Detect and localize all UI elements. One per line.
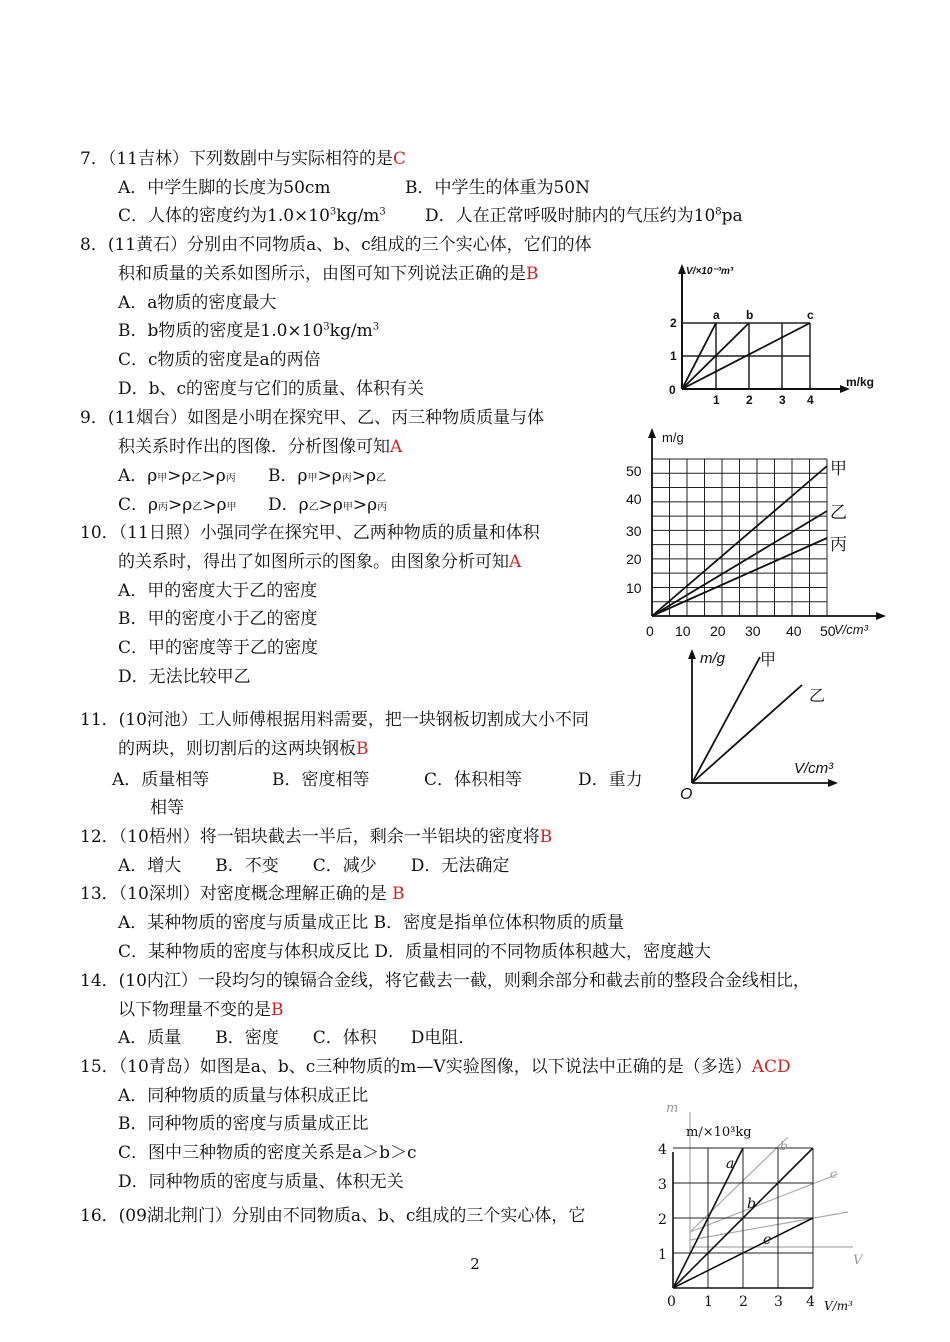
q10-option-c: C．甲的密度等于乙的密度	[118, 638, 319, 658]
q9-tick-x40: 40	[786, 623, 802, 639]
q9-tick-x30: 30	[745, 623, 761, 639]
q11-option-a: A．质量相等	[112, 770, 210, 790]
q11-option-d: D．重力	[578, 770, 643, 790]
q10-x-axis-label: V/cm³	[794, 760, 834, 777]
q9-option-d: D．ρ乙>ρ甲>ρ丙	[268, 495, 388, 515]
q10-label-yi: 乙	[809, 688, 826, 705]
q11-option-b: B．密度相等	[272, 770, 370, 790]
q10-option-d: D．无法比较甲乙	[118, 667, 251, 687]
q7-option-d: D．人在正常呼吸时肺内的气压约为$10^8pa$	[425, 206, 743, 226]
q9-label-jia: 甲	[830, 459, 847, 478]
q11-answer: B	[356, 739, 369, 759]
q9-tick-x0: 0	[646, 623, 654, 639]
q8-answer: B	[526, 264, 539, 284]
q10-chart	[672, 645, 852, 805]
q12-options: A．增大 B．不变 C．减少 D．无法确定	[118, 856, 510, 876]
q15-label-c: c	[763, 1232, 771, 1248]
q12-stem: 12．（10梧州）将一铝块截去一半后，剩余一半铝块的密度将B	[80, 827, 553, 847]
q15-label-b: b	[747, 1196, 756, 1212]
q15-faint-v-label: V	[853, 1253, 863, 1268]
q8-option-d: D．b、c的密度与它们的质量、体积有关	[118, 379, 425, 399]
q13-options-cd: C．某种物质的密度与体积成反比 D．质量相同的不同物质体积越大，密度越大	[118, 942, 712, 962]
q8-option-c: C．c物质的密度是a的两倍	[118, 350, 321, 370]
q8-stem-line2: 积和质量的关系如图所示，由图可知下列说法正确的是B	[118, 264, 539, 284]
q9-tick-y20: 20	[626, 551, 642, 567]
q10-y-axis-label: m/g	[700, 650, 726, 667]
q8-tick-x3: 3	[779, 393, 786, 407]
q7-option-b: B．中学生的体重为50N	[405, 178, 590, 198]
q10-option-b: B．甲的密度小于乙的密度	[118, 609, 318, 629]
q9-tick-x50: 50	[820, 623, 836, 639]
q12-answer: B	[539, 827, 553, 847]
q8-tick-y2: 2	[670, 316, 677, 330]
q8-stem-line1: 8．(11黄石）分别由不同物质a、b、c组成的三个实心体，它们的体	[80, 235, 592, 255]
q8-figure	[660, 258, 900, 408]
q9-option-a: A．ρ甲>ρ乙>ρ丙	[118, 466, 236, 486]
q7-option-c: C．人体的密度约为$1.0\times 10^3kg/m^3$	[118, 206, 386, 226]
q8-tick-x1: 1	[713, 393, 720, 407]
q15-stem: 15．（10青岛）如图是a、b、c三种物质的m—V实验图像，以下说法中正确的是（多选）ACD	[80, 1057, 791, 1077]
q10-answer: A	[509, 552, 522, 572]
q8-x-axis-label: m/kg	[846, 375, 875, 389]
q8-y-axis-label: V/×10⁻³m³	[686, 266, 734, 277]
q8-tick-y1: 1	[670, 349, 677, 363]
q15-x-axis-label: V/m³	[824, 1299, 853, 1313]
q7-stem: 7．（11吉林）下列数剧中与实际相符的是C	[80, 149, 406, 169]
q15-faint-c: c	[830, 1167, 837, 1181]
q11-option-c: C．体积相等	[424, 770, 523, 790]
q8-tick-x2: 2	[746, 393, 753, 407]
page-number: 2	[470, 1255, 480, 1273]
q11-stem-line1: 11．(10河池）工人师傅根据用料需要，把一块钢板切割成大小不同	[80, 710, 589, 730]
q15-option-b: B．同种物质的密度与质量成正比	[118, 1114, 369, 1134]
q9-figure	[622, 426, 892, 646]
q15-tick-x0: 0	[667, 1294, 676, 1310]
q9-tick-y40: 40	[626, 491, 642, 507]
q9-answer: A	[390, 437, 403, 457]
q9-stem-line1: 9．(11烟台）如图是小明在探究甲、乙、丙三种物质质量与体	[80, 408, 545, 428]
q15-tick-y3: 3	[658, 1177, 667, 1193]
q9-stem-line2: 积关系时作出的图像．分析图像可知A	[118, 437, 403, 457]
q15-tick-x2: 2	[739, 1294, 748, 1310]
q10-series-jia	[692, 657, 760, 783]
q16-stem-line1: 16．(09湖北荆门）分别由不同物质a、b、c组成的三个实心体，它	[80, 1206, 586, 1226]
q10-stem-line1: 10．（11日照）小强同学在探究甲、乙两种物质的质量和体积	[80, 523, 540, 543]
q14-stem-line1: 14．(10内江）一段均匀的镍镉合金线，将它截去一截，则剩余部分和截去前的整段合金线相比，	[80, 971, 810, 991]
q9-chart	[622, 426, 892, 646]
q9-y-axis-label: m/g	[662, 430, 684, 445]
q15-tick-x4: 4	[806, 1294, 815, 1310]
q8-chart	[660, 258, 900, 408]
q14-stem-line2: 以下物理量不变的是B	[118, 1000, 284, 1020]
q10-stem-line2: 的关系时，得出了如图所示的图象。由图象分析可知A	[118, 552, 522, 572]
q15-tick-y2: 2	[658, 1212, 667, 1228]
q14-options: A．质量 B．密度 C．体积 D电阻．	[118, 1028, 476, 1048]
q15-label-a: a	[726, 1156, 735, 1172]
q8-tick-x0: 0	[669, 383, 676, 397]
q13-stem: 13．（10深圳）对密度概念理解正确的是 B	[80, 884, 405, 904]
q9-tick-y50: 50	[626, 463, 642, 479]
q8-tick-x4: 4	[807, 393, 814, 407]
q10-option-a: A．甲的密度大于乙的密度	[118, 581, 318, 601]
q15-option-a: A．同种物质的质量与体积成正比	[118, 1086, 369, 1106]
q8-option-b: B．b物质的密度是$1.0\times 10^3kg/m^3$	[118, 321, 380, 341]
q15-faint-m-label: m	[666, 1101, 679, 1116]
q15-answer: ACD	[751, 1057, 791, 1077]
q9-label-bing: 丙	[830, 535, 847, 554]
q7-option-a: A．中学生脚的长度为50cm	[118, 178, 331, 198]
q15-tick-x3: 3	[774, 1294, 783, 1310]
q7-answer: C	[392, 149, 406, 169]
q14-answer: B	[271, 1000, 284, 1020]
q11-stem-line2: 的两块，则切割后的这两块钢板B	[118, 739, 369, 759]
q9-tick-x10: 10	[675, 623, 691, 639]
q10-series-yi	[692, 685, 802, 783]
q15-tick-y4: 4	[658, 1142, 667, 1158]
q9-tick-x20: 20	[710, 623, 726, 639]
q15-tick-x1: 1	[704, 1294, 713, 1310]
q10-figure	[672, 645, 852, 805]
q15-tick-y1: 1	[658, 1247, 667, 1263]
q13-answer: B	[392, 884, 405, 904]
q11-option-d-cont: 相等	[150, 798, 184, 818]
q10-label-jia: 甲	[760, 652, 777, 669]
q15-figure	[648, 1092, 888, 1318]
q8-label-b: b	[746, 308, 754, 322]
q8-label-a: a	[713, 308, 720, 322]
q9-option-b: B．ρ甲>ρ丙>ρ乙	[268, 466, 386, 486]
q9-option-c: C．ρ丙>ρ乙>ρ甲	[118, 495, 237, 515]
q13-options-ab: A．某种物质的密度与质量成正比 B．密度是指单位体积物质的质量	[118, 913, 625, 933]
q15-option-d: D．同种物质的密度与质量、体积无关	[118, 1172, 404, 1192]
q8-option-a: A．a物质的密度最大	[118, 293, 277, 313]
q10-origin-label: O	[680, 786, 693, 803]
q15-y-axis-label: m/×10³kg	[686, 1125, 752, 1140]
q9-tick-y10: 10	[626, 580, 642, 596]
q9-tick-y30: 30	[626, 523, 642, 539]
q8-label-c: c	[807, 308, 814, 322]
q15-faint-b: b	[780, 1139, 788, 1153]
q15-option-c: C．图中三种物质的密度关系是a＞b＞c	[118, 1143, 417, 1163]
q9-label-yi: 乙	[830, 503, 847, 522]
q15-chart	[648, 1092, 888, 1318]
q9-x-axis-label: V/cm³	[834, 622, 868, 637]
